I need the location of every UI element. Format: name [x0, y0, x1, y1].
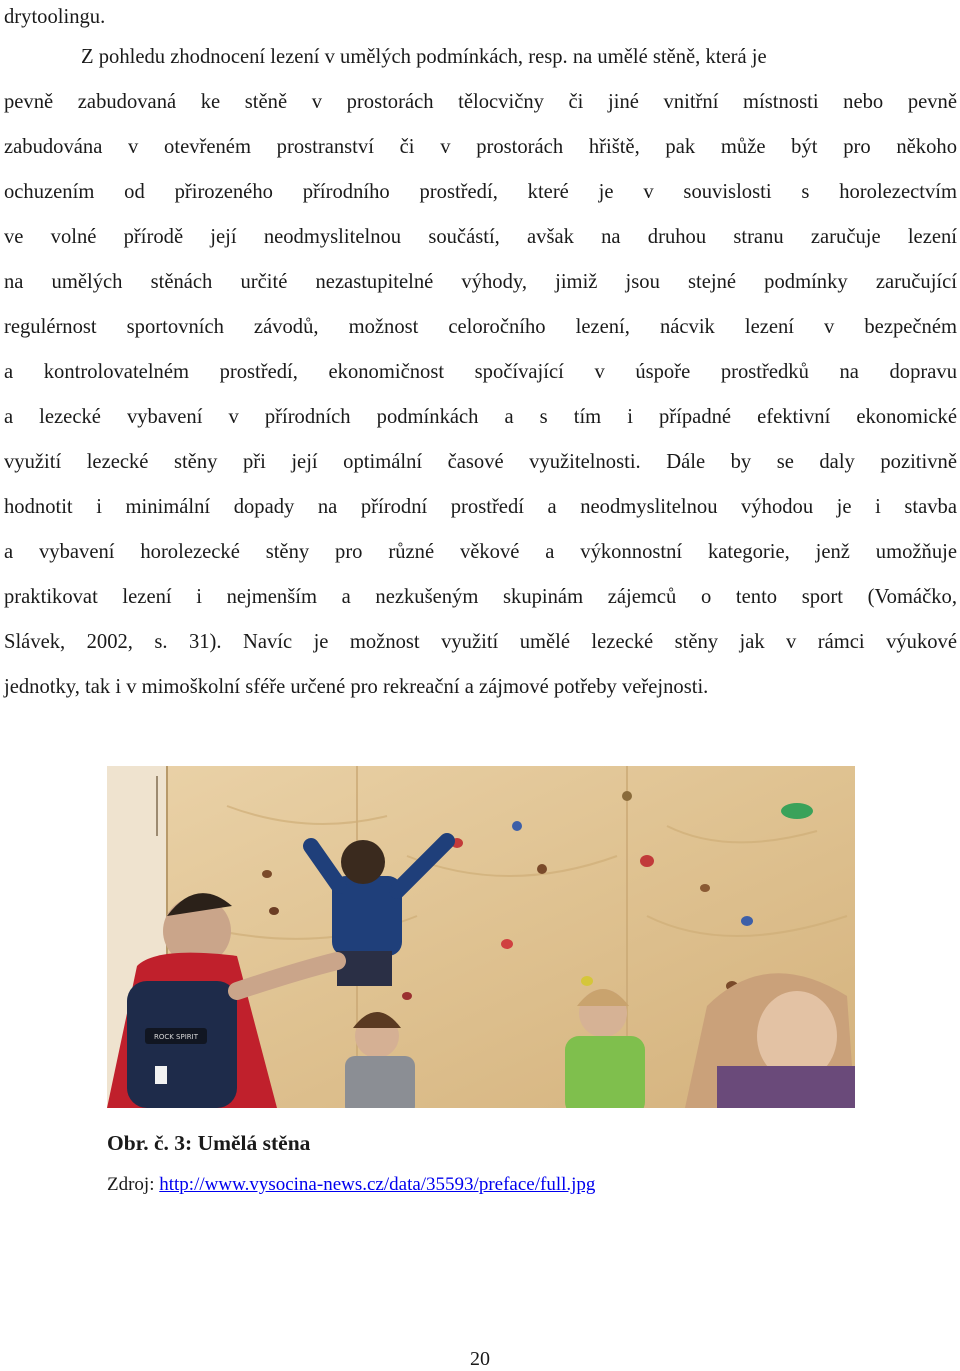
text-line: využití lezecké stěny při její optimální časové využitelnosti. Dále by se daly pozitivně [4, 451, 957, 473]
climbing-wall-photo [107, 766, 855, 1108]
climbing-wall-illustration [107, 766, 855, 1108]
text-line: ochuzením od přirozeného přírodního prostředí, které je v souvislosti s horolezectvím [4, 181, 957, 203]
text-line: hodnotit i minimální dopady na přírodní prostředí a neodmyslitelnou výhodou je i stavba [4, 496, 957, 518]
text-line: regulérnost sportovních závodů, možnost celoročního lezení, nácvik lezení v bezpečném [4, 316, 957, 338]
text-line: Z pohledu zhodnocení lezení v umělých podmínkách, resp. na umělé stěně, která je [81, 46, 767, 68]
text-line: zabudována v otevřeném prostranství či v prostorách hřiště, pak může být pro někoho [4, 136, 957, 158]
figure-caption: Obr. č. 3: Umělá stěna [107, 1131, 311, 1155]
text-line: a lezecké vybavení v přírodních podmínkách a s tím i případné efektivní ekonomické [4, 406, 957, 428]
backpack-label: ROCK SPIRIT [153, 1033, 199, 1041]
source-link[interactable]: http://www.vysocina-news.cz/data/35593/preface/full.jpg [159, 1174, 596, 1195]
text-line: a vybavení horolezecké stěny pro různé věkové a výkonnostní kategorie, jenž umožňuje [4, 541, 957, 563]
text-line: jednotky, tak i v mimoškolní sféře určené pro rekreační a zájmové potřeby veřejnosti. [4, 676, 709, 698]
text-line: drytoolingu. [4, 6, 106, 28]
text-line: ve volné přírodě její neodmyslitelnou součástí, avšak na druhou stranu zaručuje lezení [4, 226, 957, 248]
text-line: a kontrolovatelném prostředí, ekonomičnost spočívající v úspoře prostředků na dopravu [4, 361, 957, 383]
figure-source [107, 1173, 595, 1197]
source-label: Zdroj: [107, 1174, 160, 1195]
page-number: 20 [470, 1348, 490, 1370]
text-line: na umělých stěnách určité nezastupitelné výhody, jimiž jsou stejné podmínky zaručující [4, 271, 957, 293]
text-line: pevně zabudovaná ke stěně v prostorách tělocvičny či jiné vnitřní místnosti nebo pevně [4, 91, 957, 113]
text-line: praktikovat lezení i nejmenším a nezkušeným skupinám zájemců o tento sport (Vomáčko, [4, 586, 957, 608]
text-line: Slávek, 2002, s. 31). Navíc je možnost využití umělé lezecké stěny jak v rámci výukové [4, 631, 957, 653]
